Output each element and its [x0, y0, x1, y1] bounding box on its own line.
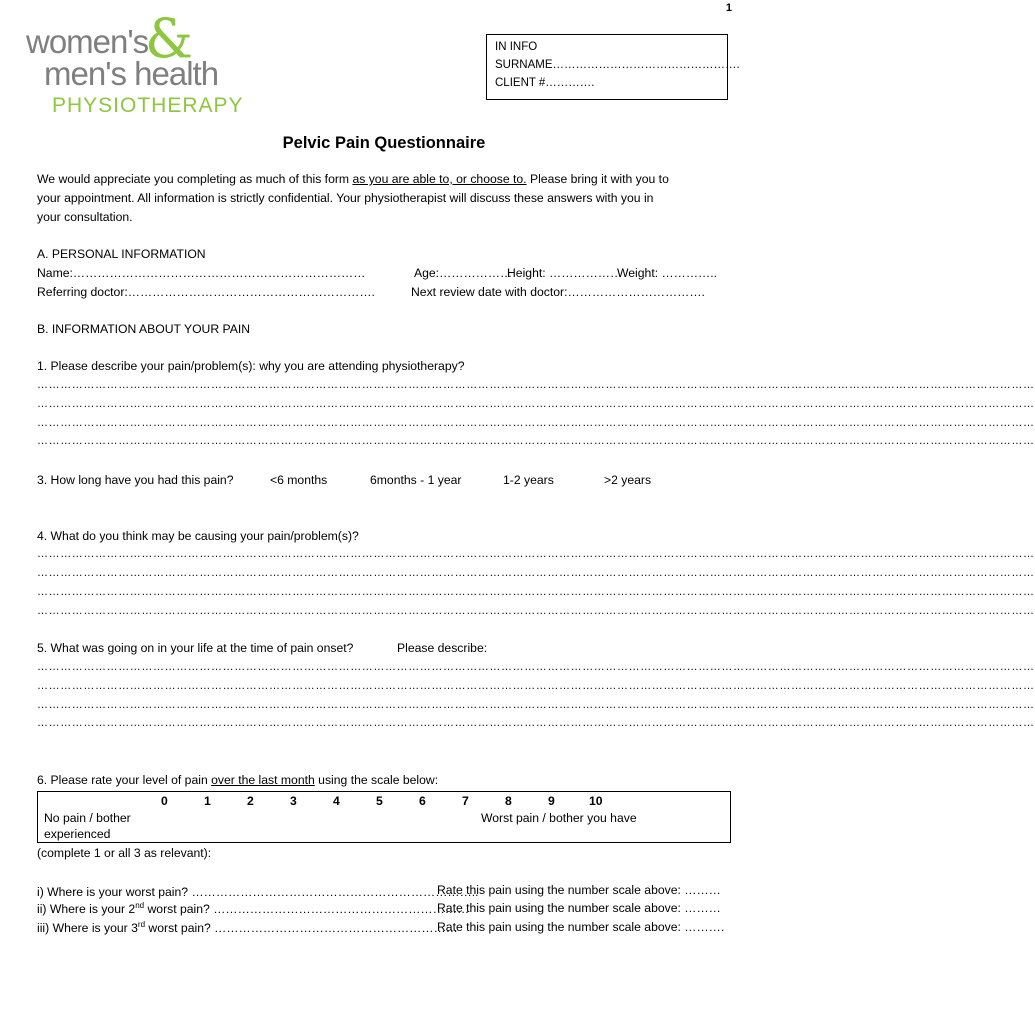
answer-line[interactable]: ……………………………………………………………………………………………………………………………………………………………………………………………………………………………………	[37, 567, 1035, 579]
height-field[interactable]: Height: ………………	[507, 266, 623, 280]
question-1: 1. Please describe your pain/problem(s): why you are attending physiotherapy?	[37, 359, 465, 373]
scale-10[interactable]: 10	[589, 794, 603, 808]
section-a-heading: A. PERSONAL INFORMATION	[37, 247, 206, 261]
logo-line-3: PHYSIOTHERAPY	[52, 94, 244, 117]
worst-pain-row-1[interactable]	[37, 883, 479, 899]
rate-row-3[interactable]: Rate this pain using the number scale above: ……….	[437, 920, 725, 934]
answer-line[interactable]: ……………………………………………………………………………………………………………………………………………………………………………………………………………………………………	[37, 435, 1035, 447]
pain-scale-box	[37, 791, 731, 843]
scale-7[interactable]: 7	[462, 794, 469, 808]
row-sup: nd	[135, 901, 145, 910]
intro-line-2: your appointment. All information is strictly confidential. Your physiotherapist will discuss these answers with you in	[37, 191, 654, 205]
intro-line-3: your consultation.	[37, 210, 133, 224]
answer-line[interactable]: ……………………………………………………………………………………………………………………………………………………………………………………………………………………………………	[37, 605, 1035, 617]
worst-pain-row-2[interactable]	[37, 901, 469, 916]
scale-9[interactable]: 9	[548, 794, 555, 808]
question-6	[37, 773, 438, 787]
scale-6[interactable]: 6	[419, 794, 426, 808]
page-number: 1	[725, 2, 732, 14]
scale-min-label-2: experienced	[44, 827, 111, 841]
logo-ampersand: &	[145, 7, 194, 70]
intro-text: Please bring it with you to	[526, 172, 669, 186]
question-6-note: (complete 1 or all 3 as relevant):	[37, 846, 212, 860]
question-5: 5. What was going on in your life at the time of pain onset?	[37, 641, 354, 655]
worst-pain-row-3[interactable]	[37, 920, 458, 935]
rate-row-1[interactable]: Rate this pain using the number scale above: ………	[437, 883, 721, 897]
intro-line-1	[37, 172, 669, 186]
scale-4[interactable]: 4	[333, 794, 340, 808]
client-info-box	[486, 34, 740, 100]
rate-row-2[interactable]: Rate this pain using the number scale above: ………	[437, 901, 721, 915]
question-6-underlined: over the last month	[211, 773, 315, 787]
scale-5[interactable]: 5	[376, 794, 383, 808]
referring-doctor-field[interactable]: Referring doctor:…………………………………………………….	[37, 285, 375, 299]
scale-3[interactable]: 3	[290, 794, 297, 808]
logo-line-2: men's health	[44, 55, 219, 92]
row-label: iii) Where is your 3	[37, 921, 138, 936]
option-less-6-months[interactable]: <6 months	[270, 473, 328, 487]
scale-max-label: Worst pain / bother you have	[481, 811, 637, 825]
option-6-12-months[interactable]: 6months - 1 year	[370, 473, 462, 487]
section-b-heading: B. INFORMATION ABOUT YOUR PAIN	[37, 322, 251, 336]
age-field[interactable]: Age:………………	[414, 266, 513, 280]
intro-text: We would appreciate you completing as much of this form	[37, 172, 353, 186]
page-title: Pelvic Pain Questionnaire	[282, 134, 486, 152]
option-over-2-years[interactable]: >2 years	[604, 473, 652, 487]
answer-line[interactable]: ……………………………………………………………………………………………………………………………………………………………………………………………………………………………………	[37, 661, 1035, 673]
answer-line[interactable]: ……………………………………………………………………………………………………………………………………………………………………………………………………………………………………	[37, 379, 1035, 391]
row-sup: rd	[137, 920, 146, 929]
row-dots[interactable]: worst pain? ……………………………………………………	[145, 921, 458, 936]
row-dots[interactable]: ……………………………………………………………..	[191, 885, 479, 900]
question-3: 3. How long have you had this pain?	[37, 473, 234, 487]
logo-line-1: women's	[26, 23, 149, 60]
answer-line[interactable]: ……………………………………………………………………………………………………………………………………………………………………………………………………………………………………	[37, 398, 1035, 410]
question-5-describe: Please describe:	[397, 641, 488, 655]
question-4: 4. What do you think may be causing your pain/problem(s)?	[37, 529, 359, 543]
scale-min-label: No pain / bother	[44, 811, 131, 825]
question-6-text: 6. Please rate your level of pain	[37, 773, 212, 787]
answer-line[interactable]: ……………………………………………………………………………………………………………………………………………………………………………………………………………………………………	[37, 586, 1035, 598]
name-field[interactable]: Name:………………………………………………………………	[37, 266, 366, 280]
scale-1[interactable]: 1	[204, 794, 211, 808]
intro-underlined: as you are able to, or choose to.	[352, 172, 527, 186]
question-6-text: using the scale below:	[314, 773, 439, 787]
answer-line[interactable]: ……………………………………………………………………………………………………………………………………………………………………………………………………………………………………	[37, 680, 1035, 692]
answer-line[interactable]: ……………………………………………………………………………………………………………………………………………………………………………………………………………………………………	[37, 717, 1035, 729]
weight-field[interactable]: Weight: …………..	[617, 266, 718, 280]
info-heading: IN INFO	[495, 41, 538, 53]
row-label: i) Where is your worst pain?	[37, 885, 192, 900]
review-date-field[interactable]: Next review date with doctor:…………………………….	[411, 285, 705, 299]
answer-line[interactable]: ……………………………………………………………………………………………………………………………………………………………………………………………………………………………………	[37, 699, 1035, 711]
scale-0[interactable]: 0	[161, 794, 168, 808]
row-dots[interactable]: worst pain? ………………………………………………………	[144, 902, 470, 917]
logo	[26, 7, 256, 124]
scale-2[interactable]: 2	[247, 794, 254, 808]
scale-8[interactable]: 8	[505, 794, 512, 808]
answer-line[interactable]: ……………………………………………………………………………………………………………………………………………………………………………………………………………………………………	[37, 548, 1035, 560]
answer-line[interactable]: ……………………………………………………………………………………………………………………………………………………………………………………………………………………………………	[37, 417, 1035, 429]
option-1-2-years[interactable]: 1-2 years	[503, 473, 554, 487]
row-label: ii) Where is your 2	[37, 902, 136, 917]
client-number-field[interactable]: CLIENT #………….	[495, 77, 595, 89]
surname-field[interactable]: SURNAME………………………………………….	[495, 59, 740, 71]
